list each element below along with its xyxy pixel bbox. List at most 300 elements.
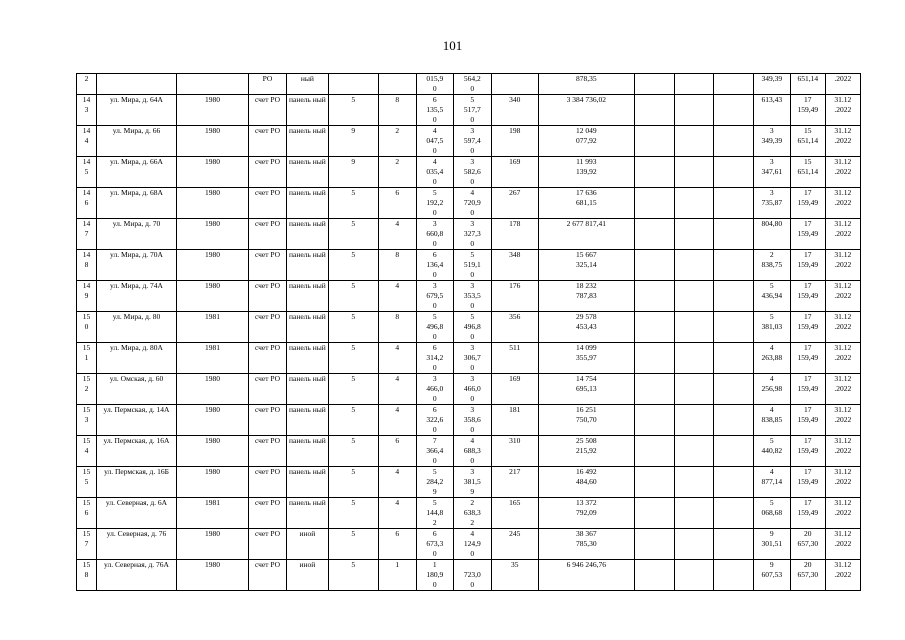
cell-no: 15 7 bbox=[77, 529, 97, 560]
cell-residents: 178 bbox=[491, 219, 538, 250]
cell-empty bbox=[634, 529, 674, 560]
cell-empty bbox=[674, 126, 713, 157]
cell-date: 31.12 .2022 bbox=[825, 405, 860, 436]
cell-residents: 35 bbox=[491, 560, 538, 591]
cell-year: 1980 bbox=[177, 436, 249, 467]
cell-empty bbox=[634, 467, 674, 498]
cell-empty bbox=[634, 281, 674, 312]
cell-area-total: 5 496,8 0 bbox=[416, 312, 453, 343]
cell-empty bbox=[634, 560, 674, 591]
cell-area-total: 1 180,9 0 bbox=[416, 560, 453, 591]
cell-address: ул. Пермская, д. 14А bbox=[97, 405, 177, 436]
cell-price-1: 613,43 bbox=[753, 95, 790, 126]
cell-empty bbox=[713, 312, 753, 343]
cell-empty bbox=[634, 498, 674, 529]
cell-year: 1981 bbox=[177, 498, 249, 529]
cell-entrances: 6 bbox=[378, 188, 416, 219]
cell-area-total: 6 314,2 0 bbox=[416, 343, 453, 374]
cell-empty bbox=[634, 157, 674, 188]
table-row bbox=[77, 95, 861, 126]
cell-year: 1981 bbox=[177, 312, 249, 343]
cell-no: 15 3 bbox=[77, 405, 97, 436]
cell-date: 31.12 .2022 bbox=[825, 498, 860, 529]
cell-area-living: 5 517,7 0 bbox=[453, 95, 491, 126]
cell-no: 14 5 bbox=[77, 157, 97, 188]
cell-floors: 5 bbox=[328, 405, 378, 436]
cell-empty bbox=[713, 560, 753, 591]
cell-account: счет РО bbox=[249, 405, 287, 436]
cell-account: счет РО bbox=[249, 95, 287, 126]
cell-wall: панель ный bbox=[287, 343, 329, 374]
table-body bbox=[77, 74, 861, 591]
cell-area-total: 4 047,5 0 bbox=[416, 126, 453, 157]
cell-area-living: 3 327,3 0 bbox=[453, 219, 491, 250]
cell-wall: панель ный bbox=[287, 374, 329, 405]
cell-price-2: 17 159,49 bbox=[790, 498, 825, 529]
cell-residents: 348 bbox=[491, 250, 538, 281]
cell-price-2: 17 159,49 bbox=[790, 467, 825, 498]
cell-price-1: 4 838,85 bbox=[753, 405, 790, 436]
cell-address: ул. Пермская, д. 16А bbox=[97, 436, 177, 467]
cell-area-living: 3 353,5 0 bbox=[453, 281, 491, 312]
cell-year: 1980 bbox=[177, 405, 249, 436]
cell-wall: панель ный bbox=[287, 157, 329, 188]
cell-floors: 5 bbox=[328, 374, 378, 405]
cell-date: 31.12 .2022 bbox=[825, 188, 860, 219]
cell-year: 1980 bbox=[177, 157, 249, 188]
cell-entrances: 4 bbox=[378, 467, 416, 498]
cell-floors: 5 bbox=[328, 281, 378, 312]
cell-no: 15 6 bbox=[77, 498, 97, 529]
cell-empty bbox=[674, 405, 713, 436]
cell-empty bbox=[713, 188, 753, 219]
cell-residents: 217 bbox=[491, 467, 538, 498]
cell-entrances bbox=[378, 74, 416, 95]
cell-floors: 5 bbox=[328, 498, 378, 529]
cell-year: 1980 bbox=[177, 529, 249, 560]
cell-cost: 16 492 484,60 bbox=[538, 467, 634, 498]
table-row bbox=[77, 343, 861, 374]
cell-cost: 12 049 077,92 bbox=[538, 126, 634, 157]
table-row bbox=[77, 312, 861, 343]
cell-year: 1980 bbox=[177, 250, 249, 281]
cell-wall: панель ный bbox=[287, 312, 329, 343]
cell-address: ул. Мира, д. 68А bbox=[97, 188, 177, 219]
cell-year: 1980 bbox=[177, 281, 249, 312]
cell-empty bbox=[713, 250, 753, 281]
cell-residents: 169 bbox=[491, 157, 538, 188]
cell-floors: 5 bbox=[328, 343, 378, 374]
cell-wall: панель ный bbox=[287, 436, 329, 467]
cell-area-total: 6 136,4 0 bbox=[416, 250, 453, 281]
cell-price-2: 17 159,49 bbox=[790, 374, 825, 405]
cell-residents: 169 bbox=[491, 374, 538, 405]
cell-empty bbox=[713, 74, 753, 95]
cell-wall: панель ный bbox=[287, 250, 329, 281]
cell-empty bbox=[634, 312, 674, 343]
cell-floors: 9 bbox=[328, 126, 378, 157]
table-row bbox=[77, 250, 861, 281]
cell-empty bbox=[634, 436, 674, 467]
cell-account: счет РО bbox=[249, 188, 287, 219]
cell-area-total: 6 322,6 0 bbox=[416, 405, 453, 436]
cell-price-2: 15 651,14 bbox=[790, 157, 825, 188]
cell-account: счет РО bbox=[249, 312, 287, 343]
cell-cost: 15 667 325,14 bbox=[538, 250, 634, 281]
cell-address: ул. Северная, д. 6А bbox=[97, 498, 177, 529]
cell-price-1: 4 256,98 bbox=[753, 374, 790, 405]
cell-empty bbox=[634, 250, 674, 281]
cell-year: 1980 bbox=[177, 467, 249, 498]
cell-area-living: 4 688,3 0 bbox=[453, 436, 491, 467]
cell-empty bbox=[674, 219, 713, 250]
cell-price-1: 4 877,14 bbox=[753, 467, 790, 498]
cell-empty bbox=[634, 188, 674, 219]
cell-area-total: 5 284,2 9 bbox=[416, 467, 453, 498]
cell-empty bbox=[674, 312, 713, 343]
cell-price-1: 5 440,82 bbox=[753, 436, 790, 467]
cell-wall: панель ный bbox=[287, 281, 329, 312]
cell-cost: 6 946 246,76 bbox=[538, 560, 634, 591]
cell-area-living: 5 519,1 0 bbox=[453, 250, 491, 281]
cell-year: 1980 bbox=[177, 374, 249, 405]
cell-residents: 511 bbox=[491, 343, 538, 374]
table-row bbox=[77, 436, 861, 467]
table-row bbox=[77, 188, 861, 219]
cell-account: РО bbox=[249, 74, 287, 95]
cell-account: счет РО bbox=[249, 467, 287, 498]
cell-cost: 11 993 139,92 bbox=[538, 157, 634, 188]
cell-price-1: 3 349,39 bbox=[753, 126, 790, 157]
cell-address: ул. Мира, д. 70А bbox=[97, 250, 177, 281]
cell-account: счет РО bbox=[249, 374, 287, 405]
cell-price-1: 9 301,51 bbox=[753, 529, 790, 560]
cell-area-living: 2 638,3 2 bbox=[453, 498, 491, 529]
cell-price-1: 5 436,94 bbox=[753, 281, 790, 312]
cell-empty bbox=[713, 281, 753, 312]
cell-no: 15 4 bbox=[77, 436, 97, 467]
cell-area-living: 3 358,6 0 bbox=[453, 405, 491, 436]
cell-price-1: 3 347,61 bbox=[753, 157, 790, 188]
cell-year: 1980 bbox=[177, 219, 249, 250]
cell-entrances: 8 bbox=[378, 250, 416, 281]
cell-no: 14 9 bbox=[77, 281, 97, 312]
cell-residents: 181 bbox=[491, 405, 538, 436]
cell-area-total: 5 144,8 2 bbox=[416, 498, 453, 529]
table-row bbox=[77, 126, 861, 157]
cell-area-living: 564,2 0 bbox=[453, 74, 491, 95]
cell-cost: 17 636 681,15 bbox=[538, 188, 634, 219]
cell-date: 31.12 .2022 bbox=[825, 281, 860, 312]
cell-price-2: 20 657,30 bbox=[790, 529, 825, 560]
cell-entrances: 4 bbox=[378, 374, 416, 405]
cell-floors: 9 bbox=[328, 157, 378, 188]
cell-empty bbox=[634, 126, 674, 157]
cell-cost: 2 677 817,41 bbox=[538, 219, 634, 250]
cell-empty bbox=[674, 343, 713, 374]
table-row bbox=[77, 219, 861, 250]
cell-price-2: 17 159,49 bbox=[790, 281, 825, 312]
cell-account: счет РО bbox=[249, 126, 287, 157]
cell-area-living: 4 124,9 0 bbox=[453, 529, 491, 560]
cell-area-total: 3 660,8 0 bbox=[416, 219, 453, 250]
cell-entrances: 8 bbox=[378, 95, 416, 126]
cell-empty bbox=[674, 529, 713, 560]
cell-wall: панель ный bbox=[287, 467, 329, 498]
cell-empty bbox=[674, 74, 713, 95]
cell-area-living: 3 381,5 9 bbox=[453, 467, 491, 498]
cell-entrances: 4 bbox=[378, 219, 416, 250]
cell-floors: 5 bbox=[328, 467, 378, 498]
cell-empty bbox=[674, 498, 713, 529]
cell-date: 31.12 .2022 bbox=[825, 343, 860, 374]
cell-date: 31.12 .2022 bbox=[825, 560, 860, 591]
cell-empty bbox=[674, 250, 713, 281]
table-row bbox=[77, 74, 861, 95]
cell-date: 31.12 .2022 bbox=[825, 219, 860, 250]
cell-floors bbox=[328, 74, 378, 95]
cell-area-living: 3 466,0 0 bbox=[453, 374, 491, 405]
cell-floors: 5 bbox=[328, 219, 378, 250]
cell-residents: 176 bbox=[491, 281, 538, 312]
cell-entrances: 4 bbox=[378, 281, 416, 312]
cell-no: 15 5 bbox=[77, 467, 97, 498]
cell-entrances: 1 bbox=[378, 560, 416, 591]
table-row bbox=[77, 281, 861, 312]
cell-address: ул. Омская, д. 60 bbox=[97, 374, 177, 405]
cell-year: 1980 bbox=[177, 560, 249, 591]
cell-wall: ный bbox=[287, 74, 329, 95]
cell-residents: 267 bbox=[491, 188, 538, 219]
cell-price-1: 4 263,88 bbox=[753, 343, 790, 374]
table-row bbox=[77, 405, 861, 436]
cell-area-total: 5 192,2 0 bbox=[416, 188, 453, 219]
cell-account: счет РО bbox=[249, 343, 287, 374]
cell-year: 1980 bbox=[177, 126, 249, 157]
cell-area-total: 7 366,4 0 bbox=[416, 436, 453, 467]
cell-account: счет РО bbox=[249, 529, 287, 560]
cell-empty bbox=[713, 374, 753, 405]
cell-empty bbox=[713, 405, 753, 436]
cell-address: ул. Мира, д. 80 bbox=[97, 312, 177, 343]
cell-address: ул. Пермская, д. 16Б bbox=[97, 467, 177, 498]
cell-area-total: 3 466,0 0 bbox=[416, 374, 453, 405]
cell-wall: панель ный bbox=[287, 219, 329, 250]
cell-residents: 245 bbox=[491, 529, 538, 560]
cell-residents: 198 bbox=[491, 126, 538, 157]
cell-entrances: 2 bbox=[378, 157, 416, 188]
cell-empty bbox=[713, 343, 753, 374]
cell-area-total: 015,9 0 bbox=[416, 74, 453, 95]
cell-floors: 5 bbox=[328, 529, 378, 560]
cell-price-2: 20 657,30 bbox=[790, 560, 825, 591]
cell-account: счет РО bbox=[249, 219, 287, 250]
cell-year: 1980 bbox=[177, 188, 249, 219]
cell-empty bbox=[634, 343, 674, 374]
cell-year bbox=[177, 74, 249, 95]
cell-residents: 340 bbox=[491, 95, 538, 126]
cell-cost: 3 384 736,02 bbox=[538, 95, 634, 126]
cell-address: ул. Мира, д. 74А bbox=[97, 281, 177, 312]
cell-price-2: 17 159,49 bbox=[790, 250, 825, 281]
cell-entrances: 6 bbox=[378, 529, 416, 560]
table-row bbox=[77, 498, 861, 529]
cell-price-1: 5 381,03 bbox=[753, 312, 790, 343]
cell-account: счет РО bbox=[249, 250, 287, 281]
cell-floors: 5 bbox=[328, 95, 378, 126]
cell-cost: 878,35 bbox=[538, 74, 634, 95]
cell-residents: 310 bbox=[491, 436, 538, 467]
table-row bbox=[77, 374, 861, 405]
cell-price-2: 651,14 bbox=[790, 74, 825, 95]
cell-residents bbox=[491, 74, 538, 95]
cell-wall: панель ный bbox=[287, 498, 329, 529]
cell-no: 15 0 bbox=[77, 312, 97, 343]
cell-price-2: 17 159,49 bbox=[790, 95, 825, 126]
cell-no: 15 2 bbox=[77, 374, 97, 405]
cell-wall: панель ный bbox=[287, 405, 329, 436]
cell-entrances: 8 bbox=[378, 312, 416, 343]
cell-empty bbox=[634, 95, 674, 126]
cell-cost: 14 099 355,97 bbox=[538, 343, 634, 374]
cell-price-2: 17 159,49 bbox=[790, 188, 825, 219]
cell-empty bbox=[674, 157, 713, 188]
cell-account: счет РО bbox=[249, 157, 287, 188]
cell-area-total: 4 035,4 0 bbox=[416, 157, 453, 188]
cell-area-living: 723,0 0 bbox=[453, 560, 491, 591]
cell-date: 31.12 .2022 bbox=[825, 312, 860, 343]
cell-account: счет РО bbox=[249, 498, 287, 529]
cell-area-living: 3 306,7 0 bbox=[453, 343, 491, 374]
cell-empty bbox=[634, 219, 674, 250]
page-number: 101 bbox=[442, 38, 463, 53]
cell-area-living: 3 597,4 0 bbox=[453, 126, 491, 157]
cell-cost: 13 372 792,09 bbox=[538, 498, 634, 529]
cell-area-total: 6 135,5 0 bbox=[416, 95, 453, 126]
cell-no: 14 4 bbox=[77, 126, 97, 157]
cell-area-total: 6 673,3 0 bbox=[416, 529, 453, 560]
cell-price-2: 17 159,49 bbox=[790, 436, 825, 467]
cell-address: ул. Мира, д. 64А bbox=[97, 95, 177, 126]
cell-empty bbox=[674, 560, 713, 591]
cell-price-1: 804,80 bbox=[753, 219, 790, 250]
cell-cost: 29 578 453,43 bbox=[538, 312, 634, 343]
cell-area-living: 5 496,8 0 bbox=[453, 312, 491, 343]
cell-year: 1980 bbox=[177, 95, 249, 126]
cell-floors: 5 bbox=[328, 188, 378, 219]
cell-account: счет РО bbox=[249, 281, 287, 312]
cell-address: ул. Мира, д. 80А bbox=[97, 343, 177, 374]
cell-no: 15 1 bbox=[77, 343, 97, 374]
cell-empty bbox=[713, 95, 753, 126]
cell-date: 31.12 .2022 bbox=[825, 95, 860, 126]
cell-entrances: 4 bbox=[378, 343, 416, 374]
cell-empty bbox=[713, 157, 753, 188]
cell-account: счет РО bbox=[249, 560, 287, 591]
table-row bbox=[77, 467, 861, 498]
cell-floors: 5 bbox=[328, 250, 378, 281]
cell-empty bbox=[634, 374, 674, 405]
cell-no: 14 3 bbox=[77, 95, 97, 126]
cell-wall: панель ный bbox=[287, 126, 329, 157]
cell-no: 14 8 bbox=[77, 250, 97, 281]
cell-address: ул. Мира, д. 66А bbox=[97, 157, 177, 188]
cell-address: ул. Мира, д. 66 bbox=[97, 126, 177, 157]
cell-cost: 16 251 750,70 bbox=[538, 405, 634, 436]
cell-empty bbox=[713, 498, 753, 529]
cell-entrances: 6 bbox=[378, 436, 416, 467]
cell-area-living: 4 720,9 0 bbox=[453, 188, 491, 219]
cell-floors: 5 bbox=[328, 560, 378, 591]
table-row bbox=[77, 157, 861, 188]
cell-empty bbox=[634, 74, 674, 95]
cell-price-1: 5 068,68 bbox=[753, 498, 790, 529]
cell-date: 31.12 .2022 bbox=[825, 467, 860, 498]
cell-empty bbox=[634, 405, 674, 436]
cell-price-2: 17 159,49 bbox=[790, 219, 825, 250]
cell-empty bbox=[674, 467, 713, 498]
cell-empty bbox=[713, 529, 753, 560]
cell-empty bbox=[674, 374, 713, 405]
cell-address bbox=[97, 74, 177, 95]
cell-price-1: 349,39 bbox=[753, 74, 790, 95]
cell-no: 14 6 bbox=[77, 188, 97, 219]
cell-price-2: 17 159,49 bbox=[790, 343, 825, 374]
cell-wall: панель ный bbox=[287, 95, 329, 126]
cell-empty bbox=[713, 467, 753, 498]
cell-residents: 165 bbox=[491, 498, 538, 529]
cell-date: 31.12 .2022 bbox=[825, 126, 860, 157]
cell-empty bbox=[674, 436, 713, 467]
cell-empty bbox=[713, 219, 753, 250]
cell-cost: 25 508 215,92 bbox=[538, 436, 634, 467]
cell-address: ул. Северная, д. 76А bbox=[97, 560, 177, 591]
cell-account: счет РО bbox=[249, 436, 287, 467]
table-row bbox=[77, 560, 861, 591]
cell-date: 31.12 .2022 bbox=[825, 529, 860, 560]
cell-empty bbox=[713, 126, 753, 157]
cell-wall: иной bbox=[287, 560, 329, 591]
cell-empty bbox=[674, 95, 713, 126]
cell-date: 31.12 .2022 bbox=[825, 157, 860, 188]
cell-empty bbox=[674, 188, 713, 219]
cell-entrances: 4 bbox=[378, 498, 416, 529]
cell-wall: панель ный bbox=[287, 188, 329, 219]
cell-area-living: 3 582,6 0 bbox=[453, 157, 491, 188]
cell-empty bbox=[674, 281, 713, 312]
cell-no: 14 7 bbox=[77, 219, 97, 250]
cell-no: 15 8 bbox=[77, 560, 97, 591]
housing-register-table bbox=[76, 73, 861, 591]
cell-price-2: 17 159,49 bbox=[790, 405, 825, 436]
cell-price-2: 17 159,49 bbox=[790, 312, 825, 343]
cell-price-1: 3 735,87 bbox=[753, 188, 790, 219]
cell-price-1: 2 838,75 bbox=[753, 250, 790, 281]
cell-date: 31.12 .2022 bbox=[825, 374, 860, 405]
cell-cost: 18 232 787,83 bbox=[538, 281, 634, 312]
cell-floors: 5 bbox=[328, 312, 378, 343]
cell-date: .2022 bbox=[825, 74, 860, 95]
cell-empty bbox=[713, 436, 753, 467]
cell-cost: 14 754 695,13 bbox=[538, 374, 634, 405]
cell-entrances: 2 bbox=[378, 126, 416, 157]
cell-date: 31.12 .2022 bbox=[825, 250, 860, 281]
cell-entrances: 4 bbox=[378, 405, 416, 436]
cell-wall: иной bbox=[287, 529, 329, 560]
cell-date: 31.12 .2022 bbox=[825, 436, 860, 467]
table-row bbox=[77, 529, 861, 560]
cell-floors: 5 bbox=[328, 436, 378, 467]
